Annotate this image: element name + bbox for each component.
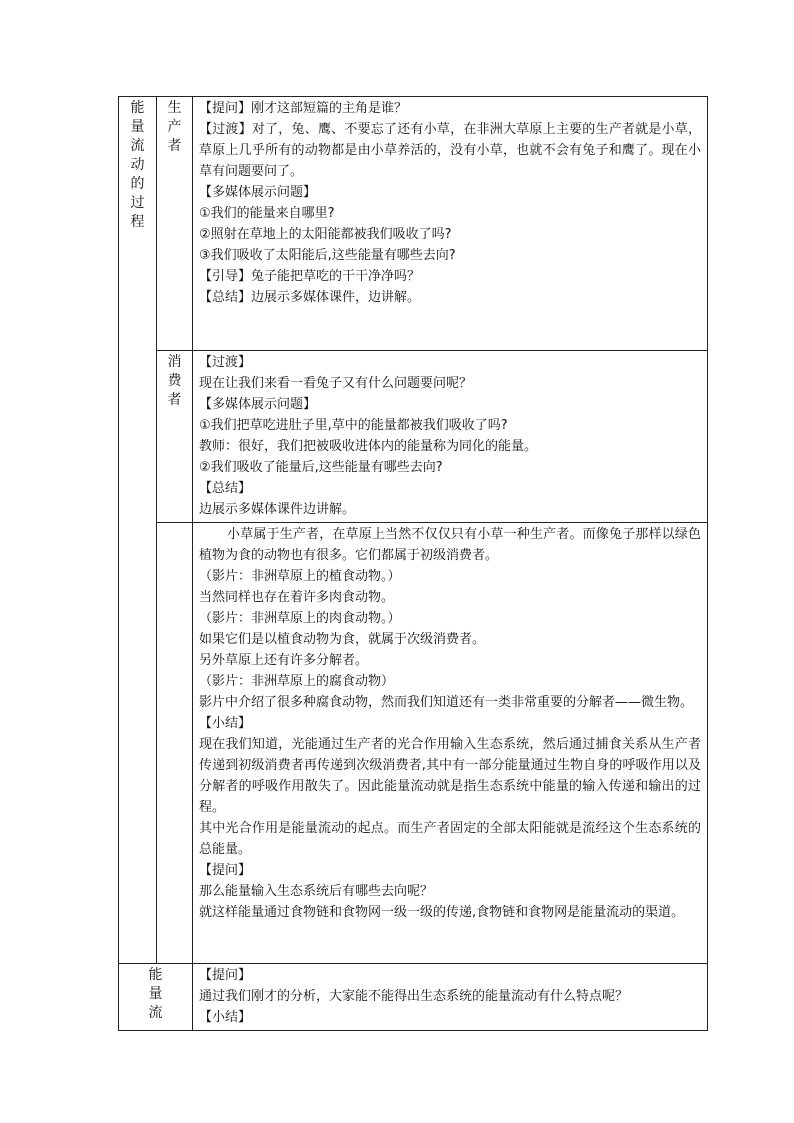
text-line: （影片：非洲草原上的肉食动物。） <box>199 611 401 626</box>
subsection-label-producer: 生 产 者 <box>157 97 193 351</box>
text-line: 【小结】 <box>199 1010 252 1025</box>
text-line: 【多媒体展示问题】 <box>199 185 317 200</box>
subsection-label-empty <box>157 523 193 964</box>
text-line: 【小结】 <box>199 716 252 731</box>
consumer-content <box>193 351 708 523</box>
text-line: 其中光合作用是能量流动的起点。而生产者固定的全部太阳能就是流经这个生态系统的总能量。 <box>199 821 701 857</box>
text-line: （影片：非洲草原上的植食动物。） <box>199 569 401 584</box>
text-line: ②照射在草地上的太阳能都被我们吸收了吗? <box>199 227 452 242</box>
text-line: 现在让我们来看一看兔子又有什么问题要问呢？ <box>199 376 473 391</box>
text-line: 【总结】边展示多媒体课件，边讲解。 <box>199 290 421 305</box>
text-line: （影片：非洲草原上的腐食动物） <box>199 674 395 689</box>
section-label-energy-flow-features: 能 量 流 <box>119 964 193 1031</box>
text-line: 【提问】 <box>199 968 252 983</box>
text-line: 教师：很好，我们把被吸收进体内的能量称为同化的能量。 <box>199 439 538 454</box>
text-line: 那么能量输入生态系统后有哪些去向呢？ <box>199 884 434 899</box>
subsection-label-consumer: 消 费 者 <box>157 351 193 523</box>
text-line: 【总结】 <box>199 481 252 496</box>
text-line: 边展示多媒体课件边讲解。 <box>199 502 356 517</box>
text-line: 【引导】兔子能把草吃的干干净净吗？ <box>199 269 421 284</box>
text-line: 【多媒体展示问题】 <box>199 397 317 412</box>
lesson-plan-table <box>118 96 708 1031</box>
text-line: ①我们把草吃进肚子里,草中的能量都被我们吸收了吗? <box>199 418 508 433</box>
text-line: 小草属于生产者，在草原上当然不仅仅只有小草一种生产者。而像兔子那样以绿色植物为食的动物也有很多。它们都属于初级消费者。 <box>199 527 701 563</box>
text-line: 现在我们知道，光能通过生产者的光合作用输入生态系统，然后通过捕食关系从生产者传递到初级消费者再传递到次级消费者,其中有一部分能量通过生物自身的呼吸作用以及分解者的呼吸作用散失了。因此能量流动就是指生态系统中能量的输入传递和输出的过程。 <box>199 737 701 815</box>
features-content <box>193 964 708 1031</box>
decomposer-content <box>193 523 708 964</box>
text-line: 【过渡】 <box>199 355 252 370</box>
text-line: 就这样能量通过食物链和食物网一级一级的传递,食物链和食物网是能量流动的渠道。 <box>199 905 685 920</box>
text-line: 【提问】 <box>199 863 252 878</box>
section-label-energy-flow-process: 能 量 流 动 的 过 程 <box>119 97 157 964</box>
text-line: 影片中介绍了很多种腐食动物，然而我们知道还有一类非常重要的分解者——微生物。 <box>199 695 694 710</box>
text-line: 如果它们是以植食动物为食，就属于次级消费者。 <box>199 632 486 647</box>
text-line: 另外草原上还有许多分解者。 <box>199 653 369 668</box>
text-line: 【提问】刚才这部短篇的主角是谁？ <box>199 101 408 116</box>
text-line: ②我们吸收了能量后,这些能量有哪些去向? <box>199 460 443 475</box>
text-line: ③我们吸收了太阳能后,这些能量有哪些去向? <box>199 248 456 263</box>
producer-content <box>193 97 708 351</box>
text-line: 通过我们刚才的分析，大家能不能得出生态系统的能量流动有什么特点呢？ <box>199 989 629 1004</box>
text-line: 当然同样也存在着许多肉食动物。 <box>199 590 395 605</box>
text-line: ①我们的能量来自哪里? <box>199 206 335 221</box>
text-line: 【过渡】对了，兔、鹰、不要忘了还有小草，在非洲大草原上主要的生产者就是小草，草原上几乎所有的动物都是由小草养活的，没有小草，也就不会有兔子和鹰了。现在小草有问题要问了。 <box>199 122 701 179</box>
